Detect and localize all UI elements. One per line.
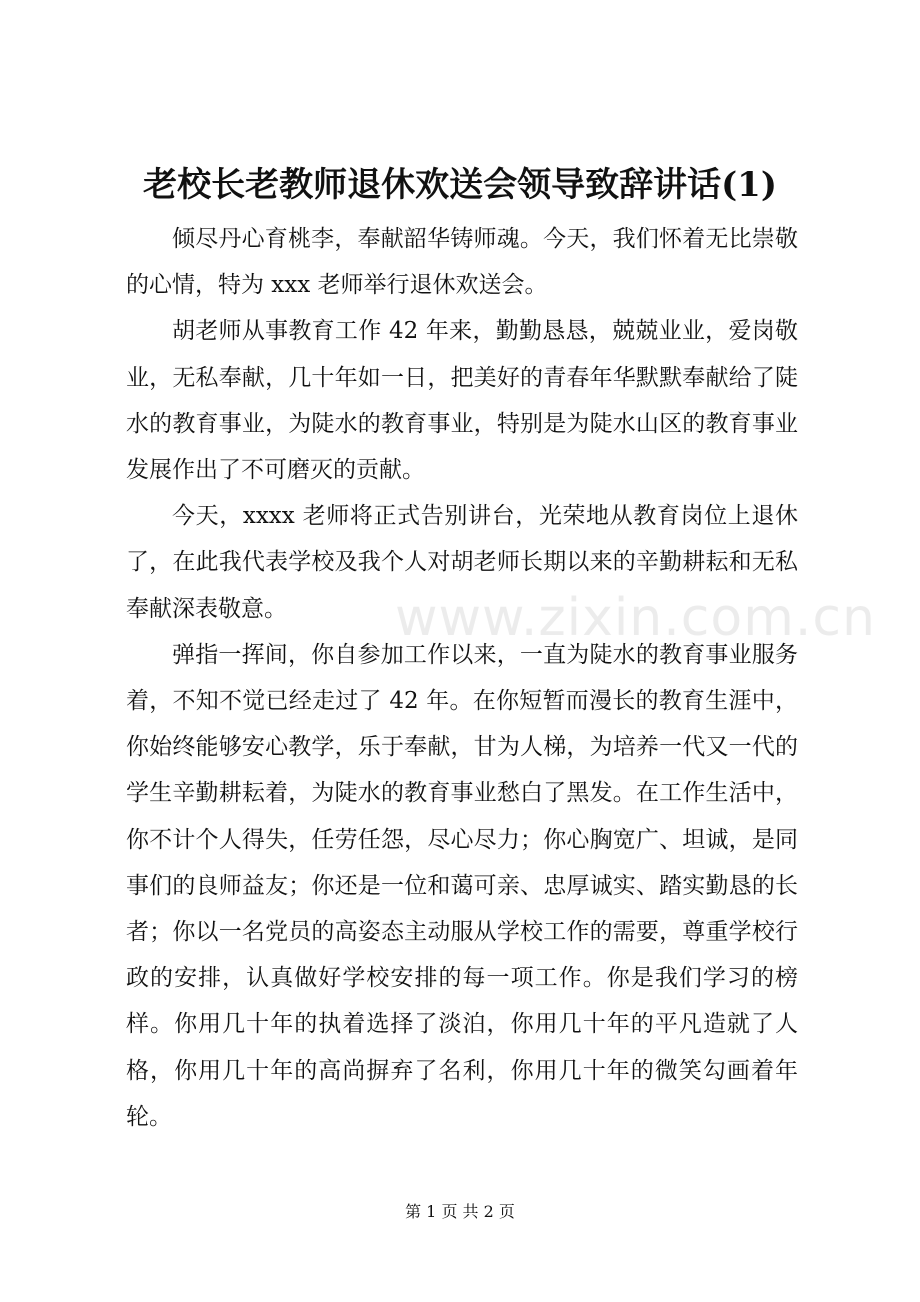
paragraph-1: 倾尽丹心育桃李，奉献韶华铸师魂。今天，我们怀着无比崇敬的心情，特为 xxx 老师举行退休欢送会。 [126,226,798,299]
paragraph-3: 今天，xxxx 老师将正式告别讲台，光荣地从教育岗位上退休了，在此我代表学校及我个人对胡老师长期以来的辛勤耕耘和无私奉献深表敬意。 [126,503,798,622]
watermark: www.zixin.com.cn [395,588,876,648]
paragraph-2: 胡老师从事教育工作 42 年来，勤勤恳恳，兢兢业业，爱岗敬业，无私奉献，几十年如一日，把美好的青春年华默默奉献给了陡水的教育事业，为陡水的教育事业，特别是为陡水山区的教育事业发展作出了不可磨灭的贡献。 [126,318,798,484]
document-body [126,216,798,1140]
document-title: 老校长老教师退休欢送会领导致辞讲话(1) [143,165,777,205]
paragraph-4: 弹指一挥间，你自参加工作以来，一直为陡水的教育事业服务着，不知不觉已经走过了 42 年。在你短暂而漫长的教育生涯中，你始终能够安心教学，乐于奉献，甘为人梯，为培养一代又一代的学生辛勤耕耘着，为陡水的教育事业愁白了黑发。在工作生活中，你不计个人得失，任劳任怨，尽心尽力；你心胸宽广、坦诚，是同事们的良师益友；你还是一位和蔼可亲、忠厚诚实、踏实勤恳的长者；你以一名党员的高姿态主动服从学校工作的需要，尊重学校行政的安排，认真做好学校安排的每一项工作。你是我们学习的榜样。你用几十年的执着选择了淡泊，你用几十年的平凡造就了人格，你用几十年的高尚摒弃了名利，你用几十年的微笑勾画着年轮。 [126,641,798,1130]
page-footer: 第 1 页 共 2 页 [405,1202,515,1221]
